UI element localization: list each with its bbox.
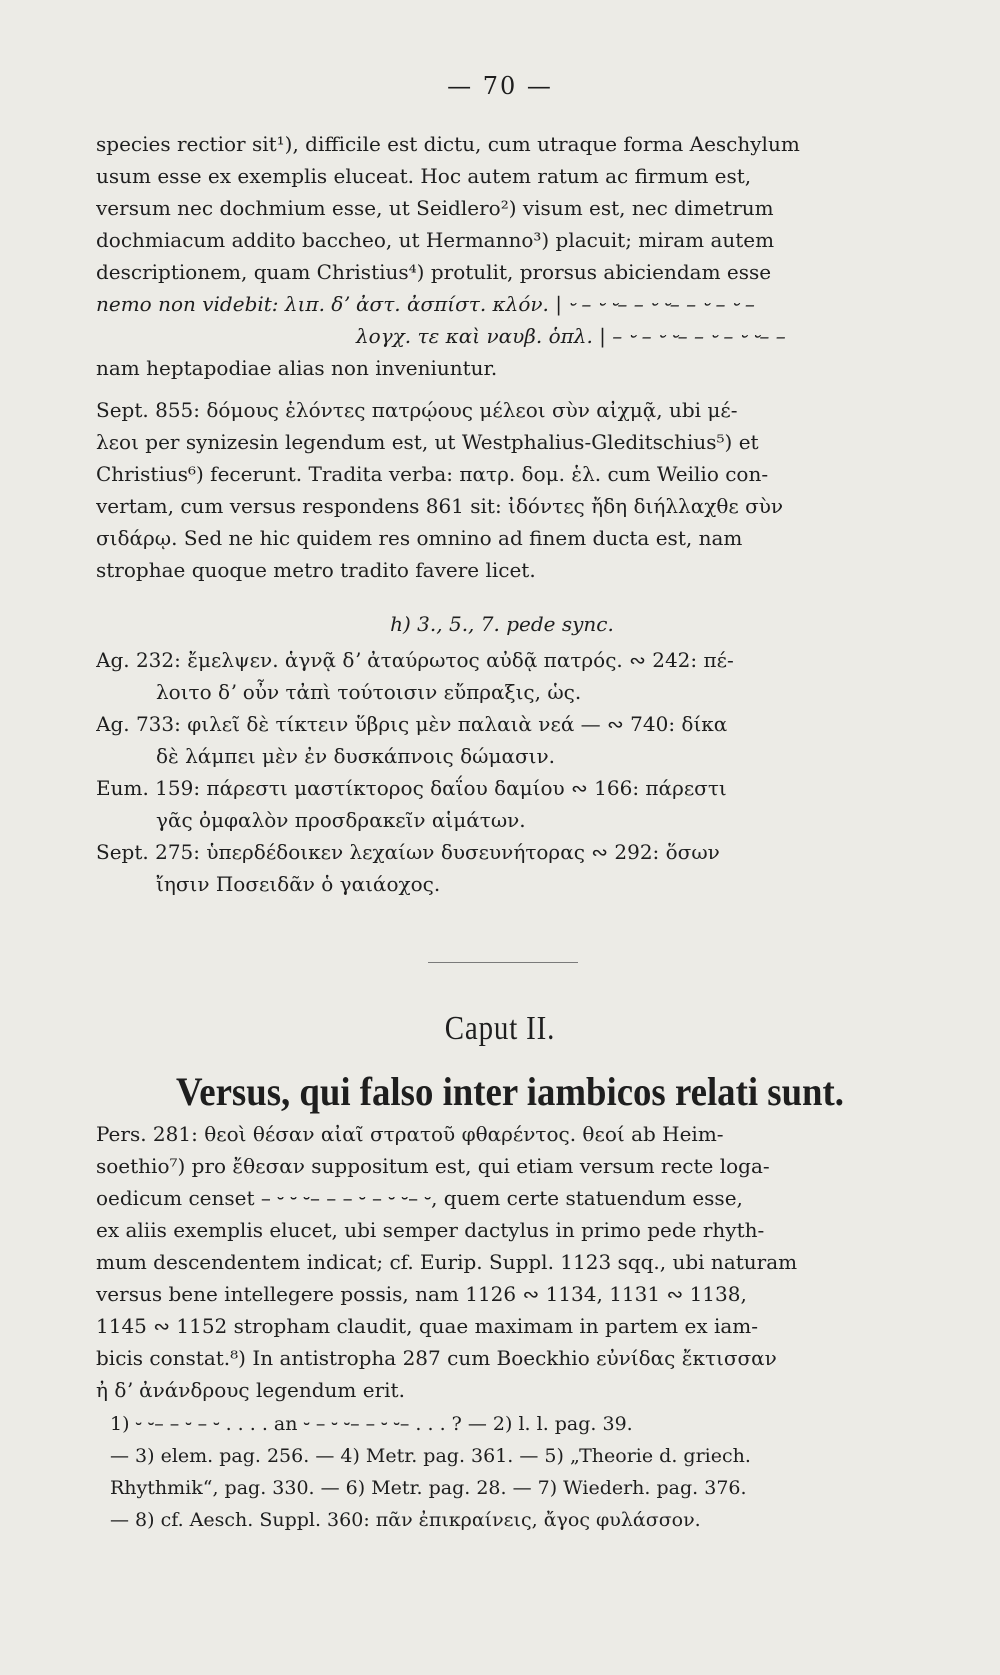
- footnote-line: 1) ⏑ ⏑– – ⏑ – ⏑ . . . . an ⏑ – ⏑ ⏑– – ⏑ ⏑– . . . ? — 2) l. l. pag. 39.: [110, 1413, 633, 1435]
- text-line: usum esse ex exemplis eluceat. Hoc autem ratum ac firmum est,: [96, 164, 752, 188]
- text-line: bicis constat.⁸) In antistropha 287 cum Boeckhio εὐνίδας ἔκτισσαν: [96, 1346, 777, 1370]
- text-line: 1145 ∾ 1152 stropham claudit, quae maximam in partem ex iam-: [96, 1314, 759, 1338]
- text-line: Sept. 855: δόμους ἑλόντες πατρῴους μέλεοι σὺν αἰχμᾷ, ubi μέ-: [96, 398, 738, 422]
- section-subheading: h) 3., 5., 7. pede sync.: [390, 612, 614, 636]
- text-line: ἠ δʼ ἀνάνδρους legendum erit.: [96, 1378, 405, 1402]
- text-line: vertam, cum versus respondens 861 sit: ἰδόντες ἤδη διήλλαχθε σὺν: [96, 494, 784, 518]
- text-line: mum descendentem indicat; cf. Eurip. Suppl. 1123 sqq., ubi naturam: [96, 1250, 798, 1274]
- chapter-title: Caput II.: [444, 1010, 556, 1047]
- text-line: ex aliis exemplis elucet, ubi semper dactylus in primo pede rhyth-: [96, 1218, 765, 1242]
- page-number: — 70 —: [447, 72, 553, 100]
- footnote-line: Rhythmik“, pag. 330. — 6) Metr. pag. 28. — 7) Wiederh. pag. 376.: [110, 1477, 747, 1499]
- example-line: δὲ λάμπει μὲν ἐν δυσκάπνοις δώμασιν.: [156, 744, 555, 768]
- paragraph-pers-281: [96, 1118, 908, 1406]
- text-line: nam heptapodiae alias non inveniuntur.: [96, 356, 498, 380]
- scansion-line: λογχ. τε καὶ ναυβ. ὁπλ. | – ⏑ – ⏑ ⏑– – ⏑ – ⏑ ⏑– –: [356, 324, 786, 348]
- chapter-heading: Versus, qui falso inter iambicos relati sunt.: [176, 1069, 844, 1114]
- text-line: versum nec dochmium esse, ut Seidlero²) visum est, nec dimetrum: [96, 196, 774, 220]
- paragraph-1: [96, 128, 908, 384]
- text-line: Christius⁶) fecerunt. Tradita verba: πατρ. δομ. ἑλ. cum Weilio con-: [96, 462, 769, 486]
- text-line: σιδάρῳ. Sed ne hic quidem res omnino ad finem ducta est, nam: [96, 526, 743, 550]
- text-line: versus bene intellegere possis, nam 1126 ∾ 1134, 1131 ∾ 1138,: [96, 1282, 747, 1306]
- text-line: Pers. 281: θεοὶ θέσαν αἰαῖ στρατοῦ φθαρέντος. θεοί ab Heim-: [96, 1122, 724, 1146]
- examples-list: [96, 644, 908, 900]
- example-line: λοιτο δʼ οὖν τἀπὶ τούτοισιν εὔπραξις, ὡς.: [156, 680, 582, 704]
- text-line: oedicum censet – ⏑ ⏑ ⏑– – – ⏑ – ⏑ ⏑– ⏑, quem certe statuendum esse,: [96, 1186, 743, 1210]
- example-line: Eum. 159: πάρεστι μαστίκτορος δαΐου δαμίου ∾ 166: πάρεστι: [96, 776, 727, 800]
- section-divider: [428, 962, 578, 963]
- text-line: species rectior sit¹), difficile est dictu, cum utraque forma Aeschylum: [96, 132, 800, 156]
- footnote-line: — 3) elem. pag. 256. — 4) Metr. pag. 361. — 5) „Theorie d. griech.: [110, 1445, 751, 1467]
- text-line: dochmiacum addito baccheo, ut Hermanno³) placuit; miram autem: [96, 228, 775, 252]
- example-line: Ag. 733: φιλεῖ δὲ τίκτειν ὕβρις μὲν παλαιὰ νεά — ∾ 740: δίκα: [96, 712, 728, 736]
- footnote-line: — 8) cf. Aesch. Suppl. 360: πᾶν ἐπικραίνεις, ἄγος φυλάσσον.: [110, 1509, 701, 1531]
- example-line: γᾶς ὀμφαλὸν προσδρακεῖν αἱμάτων.: [156, 808, 526, 832]
- scansion-line: nemo non videbit: λιπ. δʼ ἀστ. ἀσπίστ. κλόν. | ⏑ – ⏑ ⏑– – ⏑ ⏑– – ⏑ – ⏑ –: [96, 292, 755, 316]
- text-line: strophae quoque metro tradito favere licet.: [96, 558, 536, 582]
- text-line: descriptionem, quam Christius⁴) protulit, prorsus abiciendam esse: [96, 260, 772, 284]
- paragraph-sept-855: [96, 394, 908, 586]
- text-line: λεοι per synizesin legendum est, ut Westphalius-Gleditschius⁵) et: [96, 430, 759, 454]
- example-line: Ag. 232: ἔμελψεν. ἁγνᾷ δʼ ἀταύρωτος αὐδᾷ πατρός. ∾ 242: πέ-: [96, 648, 734, 672]
- example-line: ἴησιν Ποσειδᾶν ὁ γαιάοχος.: [156, 872, 441, 896]
- footnotes: [110, 1410, 920, 1538]
- example-line: Sept. 275: ὑπερδέδοικεν λεχαίων δυσευνήτορας ∾ 292: ὅσων: [96, 840, 720, 864]
- text-line: soethio⁷) pro ἔθεσαν suppositum est, qui etiam versum recte loga-: [96, 1154, 770, 1178]
